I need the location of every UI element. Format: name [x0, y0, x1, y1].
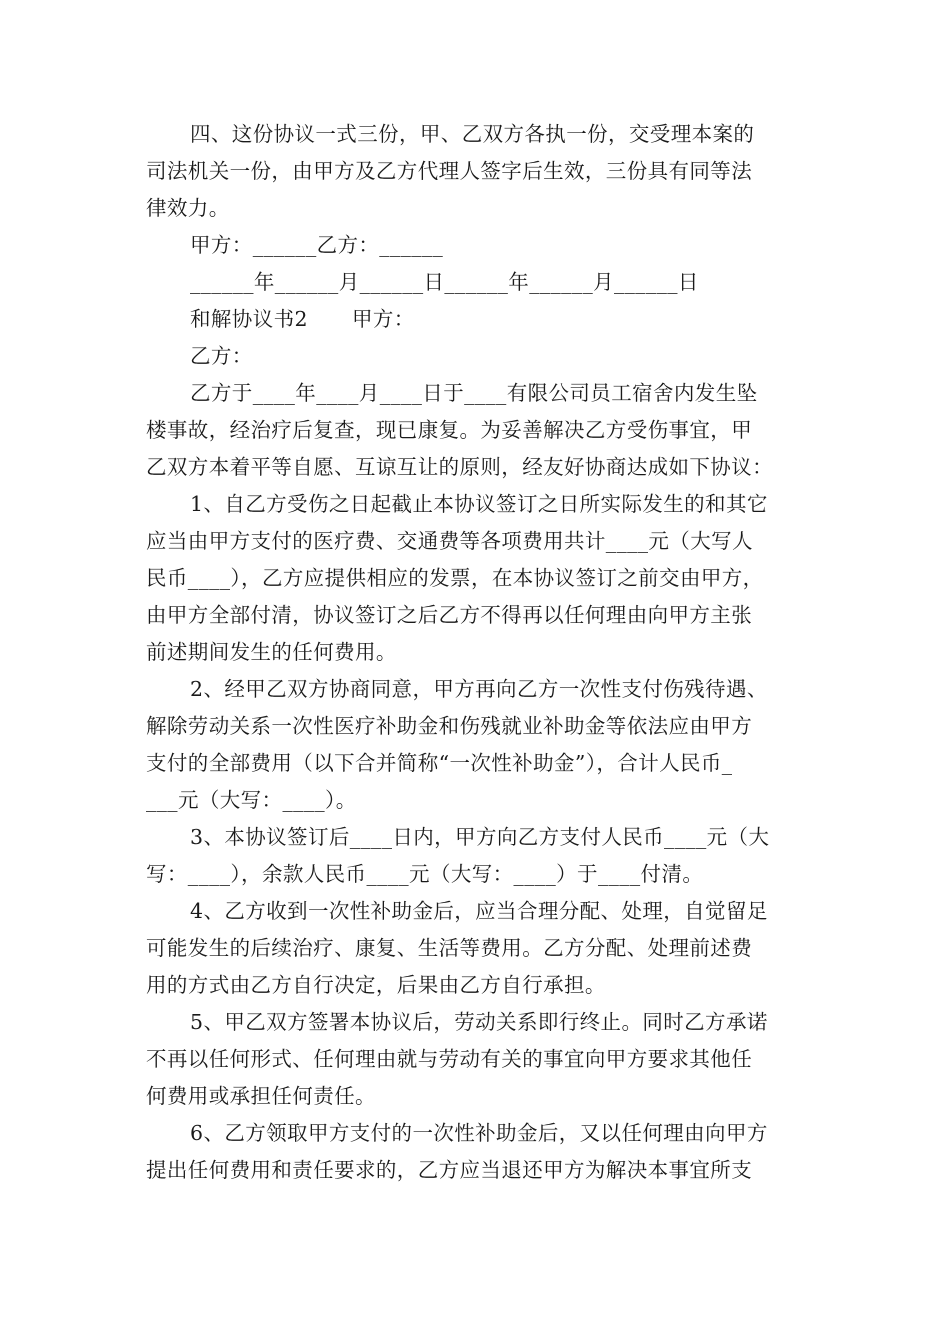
text-line-content: 提出任何费用和责任要求的，乙方应当退还甲方为解决本事宜所支 — [146, 1158, 753, 1182]
text-line — [146, 1078, 808, 1115]
text-line — [146, 1041, 808, 1078]
text-line-content: ______年______月______日______年______月______日 — [190, 270, 699, 294]
text-line — [146, 782, 808, 819]
text-line — [146, 597, 808, 634]
text-line — [146, 560, 808, 597]
text-line — [146, 1004, 808, 1041]
text-line — [146, 153, 808, 190]
text-line — [146, 930, 808, 967]
text-line — [146, 301, 808, 338]
text-line — [146, 708, 808, 745]
text-line-content: 写：____），余款人民币____元（大写：____）于____付清。 — [146, 862, 704, 886]
text-line — [146, 745, 808, 782]
text-line-content: 可能发生的后续治疗、康复、生活等费用。乙方分配、处理前述费 — [146, 936, 753, 960]
text-line-content: 何费用或承担任何责任。 — [146, 1084, 376, 1108]
text-line-content: 3、本协议签订后____日内，甲方向乙方支付人民币____元（大 — [190, 825, 770, 849]
text-line-content: 由甲方全部付清，协议签订之后乙方不得再以任何理由向甲方主张 — [146, 603, 753, 627]
text-line — [146, 338, 808, 375]
text-line — [146, 116, 808, 153]
text-line — [146, 412, 808, 449]
text-line-content: 乙方： — [190, 344, 253, 368]
text-line-content: 支付的全部费用（以下合并简称“一次性补助金”），合计人民币_ — [146, 751, 733, 775]
text-line — [146, 523, 808, 560]
text-line — [146, 634, 808, 671]
text-line-content: 乙双方本着平等自愿、互谅互让的原则，经友好协商达成如下协议： — [146, 455, 773, 479]
text-line-content: 和解协议书2 — [190, 307, 308, 331]
text-line-content: 甲方：______乙方：______ — [190, 233, 444, 257]
text-line-content: 4、乙方收到一次性补助金后，应当合理分配、处理，自觉留足 — [190, 899, 768, 923]
text-line-content: 前述期间发生的任何费用。 — [146, 640, 397, 664]
text-line — [146, 375, 808, 412]
text-line — [146, 671, 808, 708]
text-line-content: 解除劳动关系一次性医疗补助金和伤残就业补助金等依法应由甲方 — [146, 714, 753, 738]
text-line-content: ___元（大写：____）。 — [146, 788, 357, 812]
text-line — [146, 190, 808, 227]
text-line-content: 用的方式由乙方自行决定，后果由乙方自行承担。 — [146, 973, 606, 997]
text-line — [146, 1152, 808, 1189]
text-line-content: 乙方于____年____月____日于____有限公司员工宿舍内发生坠 — [190, 381, 758, 405]
text-line — [146, 264, 808, 301]
text-line-extra: 甲方： — [351, 307, 415, 331]
document-body — [146, 116, 808, 1189]
text-line — [146, 967, 808, 1004]
text-line — [146, 486, 808, 523]
text-line-content: 律效力。 — [146, 196, 230, 220]
text-line-content: 四、这份协议一式三份，甲、乙双方各执一份，交受理本案的 — [190, 122, 755, 146]
text-line-content: 民币____），乙方应提供相应的发票，在本协议签订之前交由甲方， — [146, 566, 764, 590]
text-line — [146, 856, 808, 893]
text-line-content: 5、甲乙双方签署本协议后，劳动关系即行终止。同时乙方承诺 — [190, 1010, 768, 1034]
text-line — [146, 819, 808, 856]
text-line — [146, 449, 808, 486]
text-line-content: 6、乙方领取甲方支付的一次性补助金后，又以任何理由向甲方 — [190, 1121, 768, 1145]
text-line-content: 应当由甲方支付的医疗费、交通费等各项费用共计____元（大写人 — [146, 529, 753, 553]
text-line-content: 1、自乙方受伤之日起截止本协议签订之日所实际发生的和其它 — [190, 492, 768, 516]
text-line-content: 楼事故，经治疗后复查，现已康复。为妥善解决乙方受伤事宜，甲 — [146, 418, 753, 442]
text-line-content: 不再以任何形式、任何理由就与劳动有关的事宜向甲方要求其他任 — [146, 1047, 753, 1071]
text-line — [146, 1115, 808, 1152]
text-line — [146, 227, 808, 264]
text-line — [146, 893, 808, 930]
text-line-content: 2、经甲乙双方协商同意，甲方再向乙方一次性支付伤残待遇、 — [190, 677, 768, 701]
text-line-content: 司法机关一份，由甲方及乙方代理人签字后生效，三份具有同等法 — [146, 159, 753, 183]
